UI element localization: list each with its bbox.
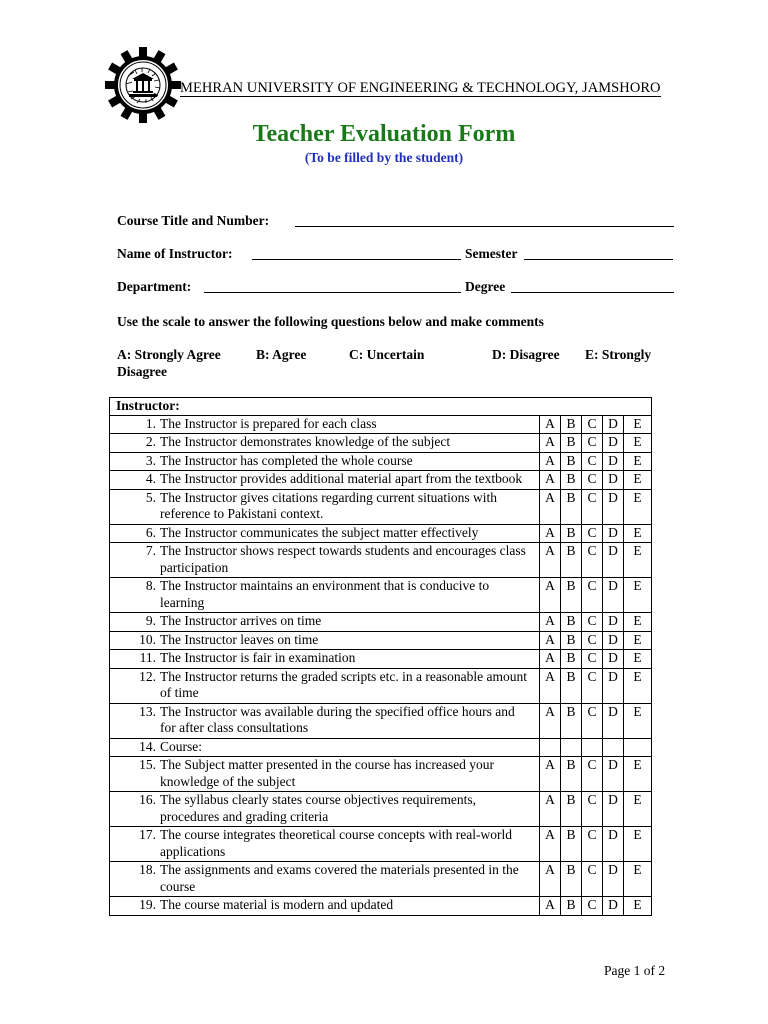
rating-option-c[interactable]: C: [582, 613, 603, 632]
empty-rating-cell: [603, 738, 624, 757]
question-row: [110, 862, 652, 897]
question-number: 18.: [139, 862, 156, 877]
rating-option-e[interactable]: E: [624, 792, 652, 827]
question-text: The Instructor provides additional material apart from the textbook: [160, 471, 523, 486]
rating-option-a[interactable]: A: [540, 489, 561, 524]
question-cell: [110, 827, 540, 862]
rating-option-e[interactable]: E: [624, 631, 652, 650]
question-row: [110, 524, 652, 543]
rating-option-e[interactable]: E: [624, 434, 652, 453]
question-number: 4.: [145, 471, 156, 486]
department-label: Department:: [117, 279, 192, 294]
question-text: The Instructor was available during the specified office hours and for after class consultations: [160, 703, 515, 735]
course-title-label: Course Title and Number:: [117, 213, 270, 228]
rating-option-b[interactable]: B: [561, 489, 582, 524]
scale-c: C: Uncertain: [349, 347, 425, 362]
rating-option-c[interactable]: C: [582, 757, 603, 792]
question-text: The Instructor shows respect towards students and encourages class participation: [160, 543, 526, 575]
rating-option-d[interactable]: D: [603, 452, 624, 471]
rating-option-e[interactable]: E: [624, 862, 652, 897]
question-cell: [110, 862, 540, 897]
question-text: The Instructor leaves on time: [160, 631, 319, 647]
question-cell: [110, 452, 540, 471]
rating-option-c[interactable]: C: [582, 434, 603, 453]
question-cell: [110, 757, 540, 792]
question-row: [110, 631, 652, 650]
rating-option-d[interactable]: D: [603, 489, 624, 524]
question-text: The Instructor is prepared for each class: [160, 415, 377, 431]
rating-option-e[interactable]: E: [624, 415, 652, 434]
question-text: The course integrates theoretical course concepts with real-world applications: [160, 827, 512, 859]
empty-rating-cell: [624, 738, 652, 757]
question-cell: [110, 471, 540, 490]
rating-option-a[interactable]: A: [540, 452, 561, 471]
rating-option-d[interactable]: D: [603, 613, 624, 632]
question-row: [110, 897, 652, 916]
question-number: 7.: [145, 543, 156, 558]
question-row: [110, 668, 652, 703]
question-number: 3.: [145, 452, 156, 468]
question-cell: [110, 897, 540, 916]
rating-option-e[interactable]: E: [624, 471, 652, 490]
rating-option-d[interactable]: D: [603, 897, 624, 916]
scale-a: A: Strongly Agree: [117, 347, 221, 362]
university-name: MEHRAN UNIVERSITY OF ENGINEERING & TECHNOLOGY, JAMSHORO: [180, 80, 661, 96]
rating-option-b[interactable]: B: [561, 827, 582, 862]
university-seal-logo: [104, 46, 182, 124]
question-cell: [110, 668, 540, 703]
rating-option-d[interactable]: D: [603, 578, 624, 613]
question-text: The syllabus clearly states course objectives requirements, procedures and grading criteria: [160, 792, 477, 824]
rating-option-b[interactable]: B: [561, 415, 582, 434]
page-number: Page 1 of 2: [604, 963, 666, 978]
question-row: [110, 452, 652, 471]
question-row: [110, 434, 652, 453]
scale-b: B: Agree: [256, 347, 307, 362]
question-row: [110, 738, 652, 757]
rating-option-d[interactable]: D: [603, 792, 624, 827]
rating-option-d[interactable]: D: [603, 631, 624, 650]
question-row: [110, 613, 652, 632]
rating-option-a[interactable]: A: [540, 471, 561, 490]
question-number: 13.: [139, 703, 156, 719]
question-cell: [110, 792, 540, 827]
question-number: 12.: [139, 668, 156, 684]
question-cell: [110, 613, 540, 632]
rating-option-d[interactable]: D: [603, 471, 624, 490]
rating-option-d[interactable]: D: [603, 434, 624, 453]
rating-option-a[interactable]: A: [540, 613, 561, 632]
rating-option-e[interactable]: E: [624, 543, 652, 578]
rating-option-d[interactable]: D: [603, 862, 624, 897]
question-text: The Instructor gives citations regarding current situations with reference to Pakistani context.: [160, 489, 498, 521]
rating-option-b[interactable]: B: [561, 613, 582, 632]
rating-option-b[interactable]: B: [561, 650, 582, 669]
semester-blank[interactable]: [524, 259, 673, 260]
rating-option-c[interactable]: C: [582, 650, 603, 669]
rating-option-a[interactable]: A: [540, 792, 561, 827]
rating-option-a[interactable]: A: [540, 650, 561, 669]
rating-option-c[interactable]: C: [582, 471, 603, 490]
rating-option-c[interactable]: C: [582, 862, 603, 897]
question-number: 15.: [139, 757, 156, 772]
rating-option-c[interactable]: C: [582, 631, 603, 650]
rating-option-e[interactable]: E: [624, 452, 652, 471]
question-number: 9.: [145, 613, 156, 628]
rating-option-c[interactable]: C: [582, 792, 603, 827]
question-text: The assignments and exams covered the materials presented in the course: [160, 862, 519, 894]
instructor-section-row: [110, 398, 652, 416]
rating-option-b[interactable]: B: [561, 578, 582, 613]
scale-e: E: Strongly: [585, 347, 652, 362]
question-text: The course material is modern and updated: [160, 897, 394, 912]
rating-option-e[interactable]: E: [624, 578, 652, 613]
degree-blank[interactable]: [511, 292, 674, 293]
rating-option-b[interactable]: B: [561, 631, 582, 650]
rating-option-c[interactable]: C: [582, 524, 603, 543]
empty-rating-cell: [582, 738, 603, 757]
rating-option-b[interactable]: B: [561, 668, 582, 703]
evaluation-table: [109, 397, 652, 916]
rating-option-c[interactable]: C: [582, 703, 603, 738]
question-cell: [110, 434, 540, 453]
question-row: [110, 578, 652, 613]
question-cell: [110, 738, 540, 757]
rating-option-e[interactable]: E: [624, 897, 652, 916]
scale-d: D: Disagree: [492, 347, 560, 362]
question-cell: [110, 524, 540, 543]
rating-option-a[interactable]: A: [540, 862, 561, 897]
rating-option-c[interactable]: C: [582, 827, 603, 862]
rating-option-c[interactable]: C: [582, 668, 603, 703]
question-row: [110, 792, 652, 827]
course-title-blank[interactable]: [295, 226, 674, 227]
instructor-name-blank[interactable]: [252, 259, 461, 260]
question-number: 10.: [139, 631, 156, 647]
question-number: 8.: [145, 578, 156, 593]
rating-option-b[interactable]: B: [561, 452, 582, 471]
rating-option-e[interactable]: E: [624, 827, 652, 862]
question-cell: [110, 703, 540, 738]
rating-option-e[interactable]: E: [624, 703, 652, 738]
rating-option-c[interactable]: C: [582, 897, 603, 916]
rating-option-d[interactable]: D: [603, 650, 624, 669]
rating-option-c[interactable]: C: [582, 578, 603, 613]
question-text: The Instructor demonstrates knowledge of the subject: [160, 434, 451, 449]
question-text: The Instructor has completed the whole course: [160, 452, 413, 468]
question-text: The Subject matter presented in the course has increased your knowledge of the subject: [160, 757, 494, 789]
rating-option-e[interactable]: E: [624, 668, 652, 703]
rating-option-c[interactable]: C: [582, 452, 603, 471]
question-text: Course:: [160, 738, 202, 754]
rating-option-d[interactable]: D: [603, 415, 624, 434]
form-title: Teacher Evaluation Form: [252, 121, 516, 147]
question-text: The Instructor maintains an environment that is conducive to learning: [160, 578, 490, 610]
question-number: 17.: [139, 827, 156, 842]
semester-label: Semester: [465, 246, 518, 261]
rating-option-b[interactable]: B: [561, 524, 582, 543]
question-row: [110, 471, 652, 490]
question-cell: [110, 415, 540, 434]
rating-option-b[interactable]: B: [561, 471, 582, 490]
rating-option-d[interactable]: D: [603, 543, 624, 578]
rating-option-e[interactable]: E: [624, 613, 652, 632]
rating-option-a[interactable]: A: [540, 668, 561, 703]
rating-option-a[interactable]: A: [540, 757, 561, 792]
question-row: [110, 757, 652, 792]
question-text: The Instructor is fair in examination: [160, 650, 356, 665]
rating-option-b[interactable]: B: [561, 757, 582, 792]
rating-option-d[interactable]: D: [603, 703, 624, 738]
rating-option-c[interactable]: C: [582, 415, 603, 434]
rating-option-a[interactable]: A: [540, 543, 561, 578]
question-text: The Instructor arrives on time: [160, 613, 322, 628]
form-subtitle: (To be filled by the student): [304, 150, 464, 165]
rating-option-e[interactable]: E: [624, 489, 652, 524]
scale-e-continued: Disagree: [117, 364, 167, 379]
rating-option-d[interactable]: D: [603, 524, 624, 543]
rating-option-c[interactable]: C: [582, 543, 603, 578]
question-number: 11.: [139, 650, 156, 665]
rating-option-a[interactable]: A: [540, 827, 561, 862]
rating-option-d[interactable]: D: [603, 757, 624, 792]
rating-option-a[interactable]: A: [540, 578, 561, 613]
rating-option-d[interactable]: D: [603, 668, 624, 703]
instructor-name-label: Name of Instructor:: [117, 246, 233, 261]
question-row: [110, 827, 652, 862]
rating-option-a[interactable]: A: [540, 631, 561, 650]
question-number: 6.: [145, 524, 156, 540]
rating-option-b[interactable]: B: [561, 434, 582, 453]
rating-option-a[interactable]: A: [540, 897, 561, 916]
question-number: 19.: [139, 897, 156, 912]
empty-rating-cell: [540, 738, 561, 757]
question-text: The Instructor returns the graded scripts etc. in a reasonable amount of time: [160, 668, 527, 700]
question-number: 14.: [139, 738, 156, 754]
rating-option-b[interactable]: B: [561, 862, 582, 897]
question-number: 2.: [145, 434, 156, 449]
question-number: 1.: [145, 415, 156, 431]
rating-option-a[interactable]: A: [540, 415, 561, 434]
question-row: [110, 489, 652, 524]
question-number: 16.: [139, 792, 156, 807]
question-cell: [110, 631, 540, 650]
question-row: [110, 650, 652, 669]
rating-option-b[interactable]: B: [561, 543, 582, 578]
rating-option-b[interactable]: B: [561, 897, 582, 916]
question-cell: [110, 489, 540, 524]
rating-option-e[interactable]: E: [624, 757, 652, 792]
scale-instruction: Use the scale to answer the following questions below and make comments: [117, 314, 544, 329]
department-blank[interactable]: [204, 292, 461, 293]
rating-option-b[interactable]: B: [561, 792, 582, 827]
rating-option-a[interactable]: A: [540, 703, 561, 738]
rating-option-c[interactable]: C: [582, 489, 603, 524]
question-number: 5.: [145, 489, 156, 505]
question-text: The Instructor communicates the subject matter effectively: [160, 524, 479, 540]
question-row: [110, 703, 652, 738]
rating-option-e[interactable]: E: [624, 524, 652, 543]
question-row: [110, 543, 652, 578]
instructor-section-heading: Instructor:: [110, 398, 652, 416]
question-cell: [110, 578, 540, 613]
rating-option-a[interactable]: A: [540, 434, 561, 453]
question-cell: [110, 650, 540, 669]
rating-option-b[interactable]: B: [561, 703, 582, 738]
rating-option-a[interactable]: A: [540, 524, 561, 543]
question-row: [110, 415, 652, 434]
empty-rating-cell: [561, 738, 582, 757]
question-cell: [110, 543, 540, 578]
degree-label: Degree: [465, 279, 506, 294]
rating-option-d[interactable]: D: [603, 827, 624, 862]
rating-option-e[interactable]: E: [624, 650, 652, 669]
